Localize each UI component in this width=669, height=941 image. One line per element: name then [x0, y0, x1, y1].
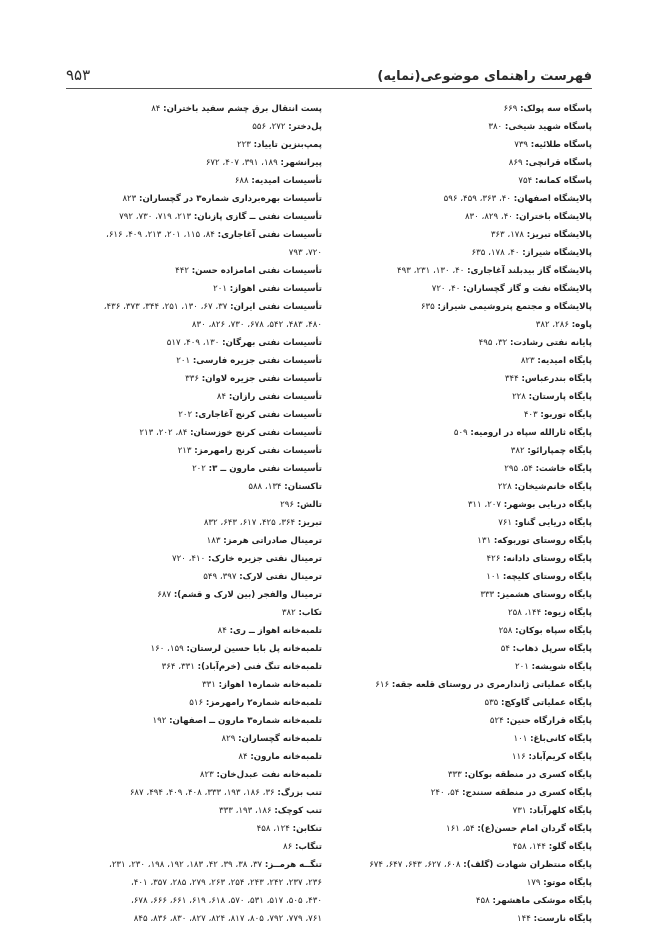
- index-term: تاکستان:: [284, 482, 322, 492]
- index-entry: [336, 766, 592, 784]
- index-pages: ۸۴: [217, 626, 227, 636]
- index-entry: [66, 154, 322, 172]
- index-entry: [336, 568, 592, 586]
- index-pages-continued: ۷۶۱، ۷۷۹، ۷۹۲، ۸۰۵، ۸۱۷، ۸۲۴، ۸۲۷، ۸۳۰، ۸۳۶، ۸۴۵: [133, 914, 322, 924]
- index-term: پست انتقال برق چشم سفید باختران:: [163, 104, 322, 114]
- index-entry: [336, 388, 592, 406]
- index-entry: [66, 172, 322, 190]
- index-pages: ۳۸۲: [510, 446, 525, 456]
- index-term: تأسیسات نفتی کرنج رامهرمز:: [194, 446, 322, 456]
- index-entry: [336, 334, 592, 352]
- index-entry: [336, 172, 592, 190]
- index-term: تأسیسات بهره‌برداری شماره۳ در گچساران:: [139, 194, 322, 204]
- index-term: پایگاه منتظران شهادت (گلف):: [463, 860, 592, 870]
- index-entry: [336, 118, 592, 136]
- index-term: پایگاه روستای توربوکه:: [493, 536, 592, 546]
- index-entry: [66, 442, 322, 460]
- index-pages: ۱۳۰، ۴۰۹، ۵۱۷: [166, 338, 220, 348]
- index-pages: ۷۳۹: [514, 140, 529, 150]
- index-entry: [66, 388, 322, 406]
- index-entry: [66, 676, 322, 694]
- index-entry: [66, 820, 322, 838]
- index-pages: ۱۱۶: [511, 752, 526, 762]
- index-term: ترمینال صادراتی هرمز:: [223, 536, 322, 546]
- index-pages: ۱۷۹: [526, 878, 541, 888]
- index-entry: [336, 208, 592, 226]
- index-pages: ۶۰۸، ۶۲۷، ۶۴۳، ۶۴۷، ۶۷۴: [369, 860, 461, 870]
- index-pages: ۵۳۵: [484, 698, 499, 708]
- index-pages: ۴۰، ۷۲۰: [431, 284, 461, 294]
- index-entry: [66, 190, 322, 208]
- index-entry: [336, 838, 592, 856]
- index-term: تأسیسات نفتی کرنج خوزستان:: [190, 428, 322, 438]
- index-entry: [336, 406, 592, 424]
- index-term: تأسیسات نفتی مارون ــ ۳:: [208, 464, 322, 474]
- index-entry: [66, 748, 322, 766]
- index-pages: ۵۱۶: [189, 698, 204, 708]
- index-term: پایگاه سپاه بوکان:: [515, 626, 592, 636]
- index-term: پایگاه شویشه:: [531, 662, 592, 672]
- index-term: پاسگاه طلائیه:: [530, 140, 592, 150]
- page-number: ۹۵۳: [66, 66, 91, 84]
- index-term: پایگاه کسری در منطقه بوکان:: [464, 770, 592, 780]
- index-pages: ۱۸۹، ۳۹۱، ۴۰۷، ۶۷۲: [205, 158, 278, 168]
- index-term: تأسیسات نفتی بهرگان:: [222, 338, 322, 348]
- index-term: پایگاه دریایی بوشهر:: [503, 500, 592, 510]
- index-entry: [336, 550, 592, 568]
- index-entry: [336, 136, 592, 154]
- index-pages: ۵۴: [500, 644, 510, 654]
- index-term: پاوه:: [571, 320, 592, 330]
- index-pages: ۸۲۳: [122, 194, 137, 204]
- index-term: پالایشگاه و مجتمع پتروشیمی شیراز:: [437, 302, 592, 312]
- index-entry: [336, 676, 592, 694]
- index-entry: [66, 406, 322, 424]
- index-term: ترمینال نفتی لارک:: [239, 572, 322, 582]
- index-term: پایگاه نارست:: [533, 914, 592, 924]
- index-term: پایگاه قرارگاه حنین:: [506, 716, 592, 726]
- index-pages: ۲۰۲: [192, 464, 206, 474]
- index-entry: [336, 532, 592, 550]
- index-entry: [66, 694, 322, 712]
- index-term: پایگاه خانم‌شیخان:: [514, 482, 592, 492]
- index-entry: [336, 874, 592, 892]
- index-pages: ۲۹۶: [280, 500, 294, 510]
- index-entry: [66, 910, 322, 928]
- index-term: پاسگاه قرانچی:: [525, 158, 592, 168]
- index-pages: ۳۳۶: [185, 374, 199, 384]
- index-term: پایگاه روستای کلیچه:: [502, 572, 592, 582]
- index-term: پیرانشهر:: [280, 158, 322, 168]
- index-entry: [66, 730, 322, 748]
- index-entry: [66, 100, 322, 118]
- index-entry: [336, 298, 592, 316]
- index-pages: ۵۲۴: [489, 716, 504, 726]
- index-pages: ۴۴۲: [175, 266, 189, 276]
- index-entry: [336, 658, 592, 676]
- index-pages: ۱۸۳: [206, 536, 221, 546]
- index-term: پایگاه امیدیه:: [537, 356, 592, 366]
- index-entry: [336, 820, 592, 838]
- index-pages: ۸۴: [238, 752, 248, 762]
- index-entry: [336, 856, 592, 874]
- index-pages: ۸۴: [216, 392, 227, 402]
- index-pages: ۱۵۹، ۱۶۰: [150, 644, 184, 654]
- index-pages: ۲۲۸: [512, 392, 526, 402]
- index-term: تلمبه‌خانه شماره۱ اهواز:: [218, 680, 322, 690]
- index-term: پایانه نفتی رشادت:: [509, 338, 592, 348]
- index-term: پالایشگاه اصفهان:: [513, 194, 592, 204]
- index-term: تأسیسات نفتی آغاجاری:: [217, 230, 322, 240]
- index-term: تأسیسات نفتی ــ گازی پازنان:: [193, 212, 322, 222]
- index-pages: ۸۴، ۱۱۵، ۲۰۱، ۲۱۳، ۴۰۹، ۶۱۶،: [106, 230, 215, 240]
- running-title: فهرست راهنمای موضوعی(نمایه): [377, 69, 592, 84]
- index-pages: ۶۶۹: [503, 104, 518, 114]
- index-pages-continued: ۷۲۰، ۷۹۳: [288, 248, 322, 258]
- index-pages: ۲۰۷، ۳۱۱: [467, 500, 502, 510]
- index-entry: [66, 370, 322, 388]
- index-entry: [66, 802, 322, 820]
- index-entry: [336, 748, 592, 766]
- index-pages: ۲۱۳: [177, 446, 192, 456]
- index-entry: [66, 784, 322, 802]
- index-term: پایگاه روستای دادانه:: [503, 554, 592, 564]
- index-entry: [336, 604, 592, 622]
- index-pages: ۳۳۱: [202, 680, 216, 690]
- index-term: پالایشگاه شیراز:: [522, 248, 592, 258]
- index-pages: ۸۲۳: [199, 770, 214, 780]
- index-pages: ۳۶، ۱۸۶، ۱۹۳، ۳۳۳، ۴۰۸، ۴۰۹، ۴۹۴، ۶۸۷: [129, 788, 275, 798]
- index-pages: ۲۲۳: [237, 140, 251, 150]
- index-term: پایگاه کانی‌باغ:: [530, 734, 592, 744]
- index-term: پالایشگاه گاز بیدبلند آغاجاری:: [467, 266, 592, 276]
- index-entry: [66, 478, 322, 496]
- index-pages: ۸۶: [282, 842, 293, 852]
- index-entry: [336, 784, 592, 802]
- index-pages-continued: ۴۸۰، ۴۸۳، ۵۴۲، ۶۷۸، ۷۳۰، ۸۲۶، ۸۳۰: [191, 320, 322, 330]
- index-term: تالش:: [296, 500, 322, 510]
- index-column-right: [336, 100, 592, 928]
- index-term: تأسیسات نفتی کرنج آغاجاری:: [194, 410, 322, 420]
- index-term: تنگاب:: [294, 842, 322, 852]
- index-term: ترمینال نفتی جزیره خارک:: [208, 554, 322, 564]
- index-entry: [66, 334, 322, 352]
- index-pages: ۴۲۶: [486, 554, 501, 564]
- index-entry: [336, 370, 592, 388]
- index-entry: [336, 226, 592, 244]
- index-pages: ۲۰۱: [176, 356, 191, 366]
- index-term: تأسیسات نفتی جزیره فارسی:: [192, 356, 322, 366]
- index-entry: [336, 622, 592, 640]
- index-term: تلمبه‌خانه شماره۲ رامهرمز:: [205, 698, 322, 708]
- index-pages: ۴۰، ۱۷۸، ۶۳۵: [471, 248, 520, 258]
- index-entry: [66, 208, 322, 226]
- index-entry: [66, 586, 322, 604]
- index-term: تلمبه‌خانه تنگ فنی (خرم‌آباد):: [197, 662, 322, 672]
- index-term: تلمبه‌خانه پل بابا حسین لرستان:: [186, 644, 322, 654]
- index-entry: [66, 136, 322, 154]
- index-term: پایگاه کلهرآباد:: [529, 806, 592, 816]
- index-pages: ۶۳۵: [420, 302, 435, 312]
- index-term: تأسیسات نفتی ایران:: [230, 302, 322, 312]
- index-entry: [336, 586, 592, 604]
- index-pages: ۴۰، ۳۶۳، ۴۵۹، ۵۹۶: [443, 194, 512, 204]
- index-entry: [66, 550, 322, 568]
- index-term: پالایشگاه تبریز:: [526, 230, 592, 240]
- index-pages: ۲۸۶، ۳۸۲: [535, 320, 569, 330]
- index-pages: ۱۰۱: [513, 734, 528, 744]
- index-term: تأسیسات نفتی امامزاده حسن:: [191, 266, 322, 276]
- index-entry: [66, 622, 322, 640]
- index-term: پاسگاه شهید شیخی:: [504, 122, 592, 132]
- index-term: پایگاه دریایی گناو:: [514, 518, 592, 528]
- index-pages: ۳۳۱، ۳۶۴: [161, 662, 195, 672]
- index-term: تنگــه هرمــز:: [264, 860, 322, 870]
- index-pages: ۲۱۳، ۷۱۹، ۷۳۰، ۷۹۲: [119, 212, 192, 222]
- index-pages: ۵۴، ۲۴۰: [430, 788, 460, 798]
- index-entry: [336, 496, 592, 514]
- index-entry: [66, 514, 322, 532]
- index-entry: [336, 460, 592, 478]
- index-entry: [66, 640, 322, 658]
- index-pages: ۳۲، ۴۹۵: [478, 338, 508, 348]
- index-term: پایگاه موشکی ماهشهر:: [492, 896, 592, 906]
- index-pages: ۶۸۷: [157, 590, 172, 600]
- index-term: پایگاه روستای هشمیز:: [496, 590, 592, 600]
- index-entry: [66, 280, 322, 298]
- index-pages: ۳۳۳: [447, 770, 462, 780]
- index-entry: [336, 244, 592, 262]
- index-term: تلمبه‌خانه گچساران:: [238, 734, 322, 744]
- index-pages: ۴۱۰، ۷۲۰: [172, 554, 206, 564]
- index-entry: [336, 262, 592, 280]
- index-entry: [66, 658, 322, 676]
- index-term: تأسیسات نفتی اهواز:: [229, 284, 322, 294]
- index-column-left: [66, 100, 322, 928]
- index-pages: ۲۰۱: [213, 284, 228, 294]
- index-pages: ۱۷۸، ۳۶۳: [490, 230, 525, 240]
- index-pages: ۳۹۷، ۵۴۹: [203, 572, 237, 582]
- index-pages: ۵۴، ۱۶۱: [446, 824, 475, 834]
- index-pages: ۲۷۲، ۵۵۶: [252, 122, 286, 132]
- index-term: تأسیسات نفتی جزیره لاوان:: [201, 374, 322, 384]
- index-term: تلمبه‌خانه نفت عبدل‌خان:: [216, 770, 322, 780]
- index-term: پایگاه موتو:: [543, 878, 592, 888]
- index-term: پایگاه عملیاتی گاوکچ:: [501, 698, 592, 708]
- index-pages: ۳۳۳: [480, 590, 495, 600]
- index-term: پایگاه ثارالله سپاه در ارومیه:: [470, 428, 592, 438]
- index-term: پایگاه چمپارائو:: [527, 446, 592, 456]
- index-pages: ۲۵۸: [498, 626, 513, 636]
- index-entry: [336, 442, 592, 460]
- index-pages: ۳۴۴: [504, 374, 519, 384]
- page-header: [66, 66, 592, 86]
- index-term: تنب بزرگ:: [277, 788, 322, 798]
- index-pages-continued: ۲۳۶، ۲۳۷، ۲۴۲، ۲۴۳، ۲۵۴، ۲۶۳، ۲۷۹، ۲۸۵، ۳۵۷، ۴۰۱،: [130, 878, 322, 888]
- index-term: تأسیسات نفتی رازان:: [228, 392, 322, 402]
- index-entry: [66, 568, 322, 586]
- index-pages: ۸۲۹: [221, 734, 236, 744]
- index-entry: [66, 712, 322, 730]
- index-pages: ۵۴، ۲۹۵: [504, 464, 533, 474]
- index-entry: [66, 532, 322, 550]
- index-term: پاسگاه سه پولک:: [520, 104, 592, 114]
- index-entry: [66, 838, 322, 856]
- index-term: تبریز:: [297, 518, 322, 528]
- index-entry: [66, 892, 322, 910]
- index-pages: ۱۳۱: [477, 536, 492, 546]
- index-entry: [66, 118, 322, 136]
- index-entry: [336, 190, 592, 208]
- index-entry: [336, 352, 592, 370]
- index-term: تأسیسات امیدیه:: [251, 176, 322, 186]
- index-term: تلمبه‌خانه مارون:: [250, 752, 322, 762]
- index-term: پالایشگاه باختران:: [515, 212, 592, 222]
- index-term: پایگاه خاشت:: [535, 464, 592, 474]
- index-pages: ۸۴، ۲۰۲، ۲۱۳: [139, 428, 188, 438]
- index-entry: [336, 514, 592, 532]
- index-term: پایگاه گلو:: [548, 842, 592, 852]
- index-term: پایگاه گردان امام حسن(ع):: [477, 824, 592, 834]
- index-pages: ۴۵۸: [475, 896, 490, 906]
- index-entry: [66, 856, 322, 892]
- header-rule: [66, 88, 592, 89]
- index-pages: ۷۶۱: [498, 518, 513, 528]
- index-pages: ۸۲۳: [520, 356, 535, 366]
- index-pages: ۳۸۲: [281, 608, 296, 618]
- index-term: تکاب:: [298, 608, 322, 618]
- index-term: پایگاه سرپل ذهاب:: [512, 644, 592, 654]
- index-term: تنکابن:: [292, 824, 322, 834]
- index-entry: [66, 226, 322, 262]
- index-entry: [336, 154, 592, 172]
- index-pages: ۶۸۸: [234, 176, 249, 186]
- index-entry: [336, 100, 592, 118]
- index-entry: [336, 802, 592, 820]
- index-pages: ۸۴: [151, 104, 161, 114]
- index-pages: ۷۵۴: [518, 176, 533, 186]
- index-term: پایگاه پارستان:: [528, 392, 592, 402]
- index-entry: [336, 910, 592, 928]
- index-pages: ۱۲۴، ۴۵۸: [256, 824, 290, 834]
- index-pages: ۱۴۴: [517, 914, 531, 924]
- index-pages: ۳۸۰: [488, 122, 503, 132]
- index-entry: [336, 712, 592, 730]
- index-term: پایگاه زیوه:: [543, 608, 592, 618]
- index-entry: [66, 262, 322, 280]
- index-pages: ۳۷، ۳۸، ۳۹، ۴۲، ۱۸۳، ۱۹۲، ۱۹۸، ۲۳۰، ۲۳۱،: [109, 860, 263, 870]
- index-term: پایگاه کریم‌آباد:: [528, 752, 592, 762]
- index-pages: ۴۰، ۸۲۹، ۸۳۰: [464, 212, 513, 222]
- index-term: پاسگاه کمانه:: [534, 176, 592, 186]
- index-term: پایگاه کسری در منطقه سنندج:: [462, 788, 592, 798]
- index-pages: ۲۲۸: [497, 482, 512, 492]
- index-pages: ۱۴۴، ۲۵۸: [507, 608, 542, 618]
- index-entry: [336, 730, 592, 748]
- index-entry: [66, 766, 322, 784]
- index-entry: [336, 694, 592, 712]
- index-pages: ۴۰۳: [523, 410, 538, 420]
- index-entry: [66, 352, 322, 370]
- index-term: تنب کوچک:: [274, 806, 322, 816]
- index-entry: [66, 460, 322, 478]
- index-pages: ۵۰۹: [453, 428, 468, 438]
- index-term: تلمبه‌خانه شماره۳ مارون ــ اصفهان:: [169, 716, 322, 726]
- index-entry: [336, 640, 592, 658]
- index-entry: [336, 424, 592, 442]
- index-entry: [336, 892, 592, 910]
- index-pages: ۱۸۶، ۱۹۳، ۳۳۳: [219, 806, 272, 816]
- index-pages: ۳۷، ۶۷، ۱۳۰، ۲۵۱، ۳۴۴، ۳۷۳، ۴۳۶،: [103, 302, 228, 312]
- index-term: پایگاه بندرعباس:: [521, 374, 592, 384]
- index-term: ترمینال والفجر (بین لارک و قشم):: [173, 590, 322, 600]
- index-term: پمپ‌بنزین تاییاد:: [253, 140, 322, 150]
- index-pages: ۷۳۱: [512, 806, 527, 816]
- index-term: پایگاه توربو:: [540, 410, 592, 420]
- index-term: تلمبه‌خانه اهواز ــ ری:: [229, 626, 322, 636]
- index-term: پالایشگاه نفت و گاز گچساران:: [463, 284, 592, 294]
- index-entry: [336, 280, 592, 298]
- index-entry: [66, 604, 322, 622]
- index-entry: [66, 298, 322, 334]
- index-pages: ۴۰، ۱۳۰، ۲۳۱، ۴۹۳: [397, 266, 465, 276]
- index-pages-continued: ۴۳۰، ۵۰۵، ۵۱۷، ۵۳۱، ۵۷۰، ۶۱۸، ۶۱۹، ۶۶۱، ۶۶۶، ۶۷۸،: [130, 896, 322, 906]
- index-pages: ۸۶۹: [508, 158, 523, 168]
- index-pages: ۲۰۱: [514, 662, 529, 672]
- index-pages: ۱۳۴، ۵۸۸: [248, 482, 282, 492]
- index-pages: ۱۴۴، ۴۵۸: [512, 842, 546, 852]
- index-entry: [336, 316, 592, 334]
- index-entry: [66, 496, 322, 514]
- index-term: پل‌دختر:: [288, 122, 322, 132]
- index-entry: [336, 478, 592, 496]
- index-entry: [66, 424, 322, 442]
- index-pages: ۲۰۲: [178, 410, 193, 420]
- index-pages: ۳۶۴، ۴۲۵، ۶۱۷، ۶۴۳، ۸۳۲: [203, 518, 296, 528]
- index-pages: ۱۹۲: [152, 716, 167, 726]
- index-pages: ۶۱۶: [375, 680, 390, 690]
- index-term: پایگاه عملیاتی ژاندارمری در روستای قلعه جقه:: [391, 680, 592, 690]
- index-pages: ۱۰۱: [486, 572, 501, 582]
